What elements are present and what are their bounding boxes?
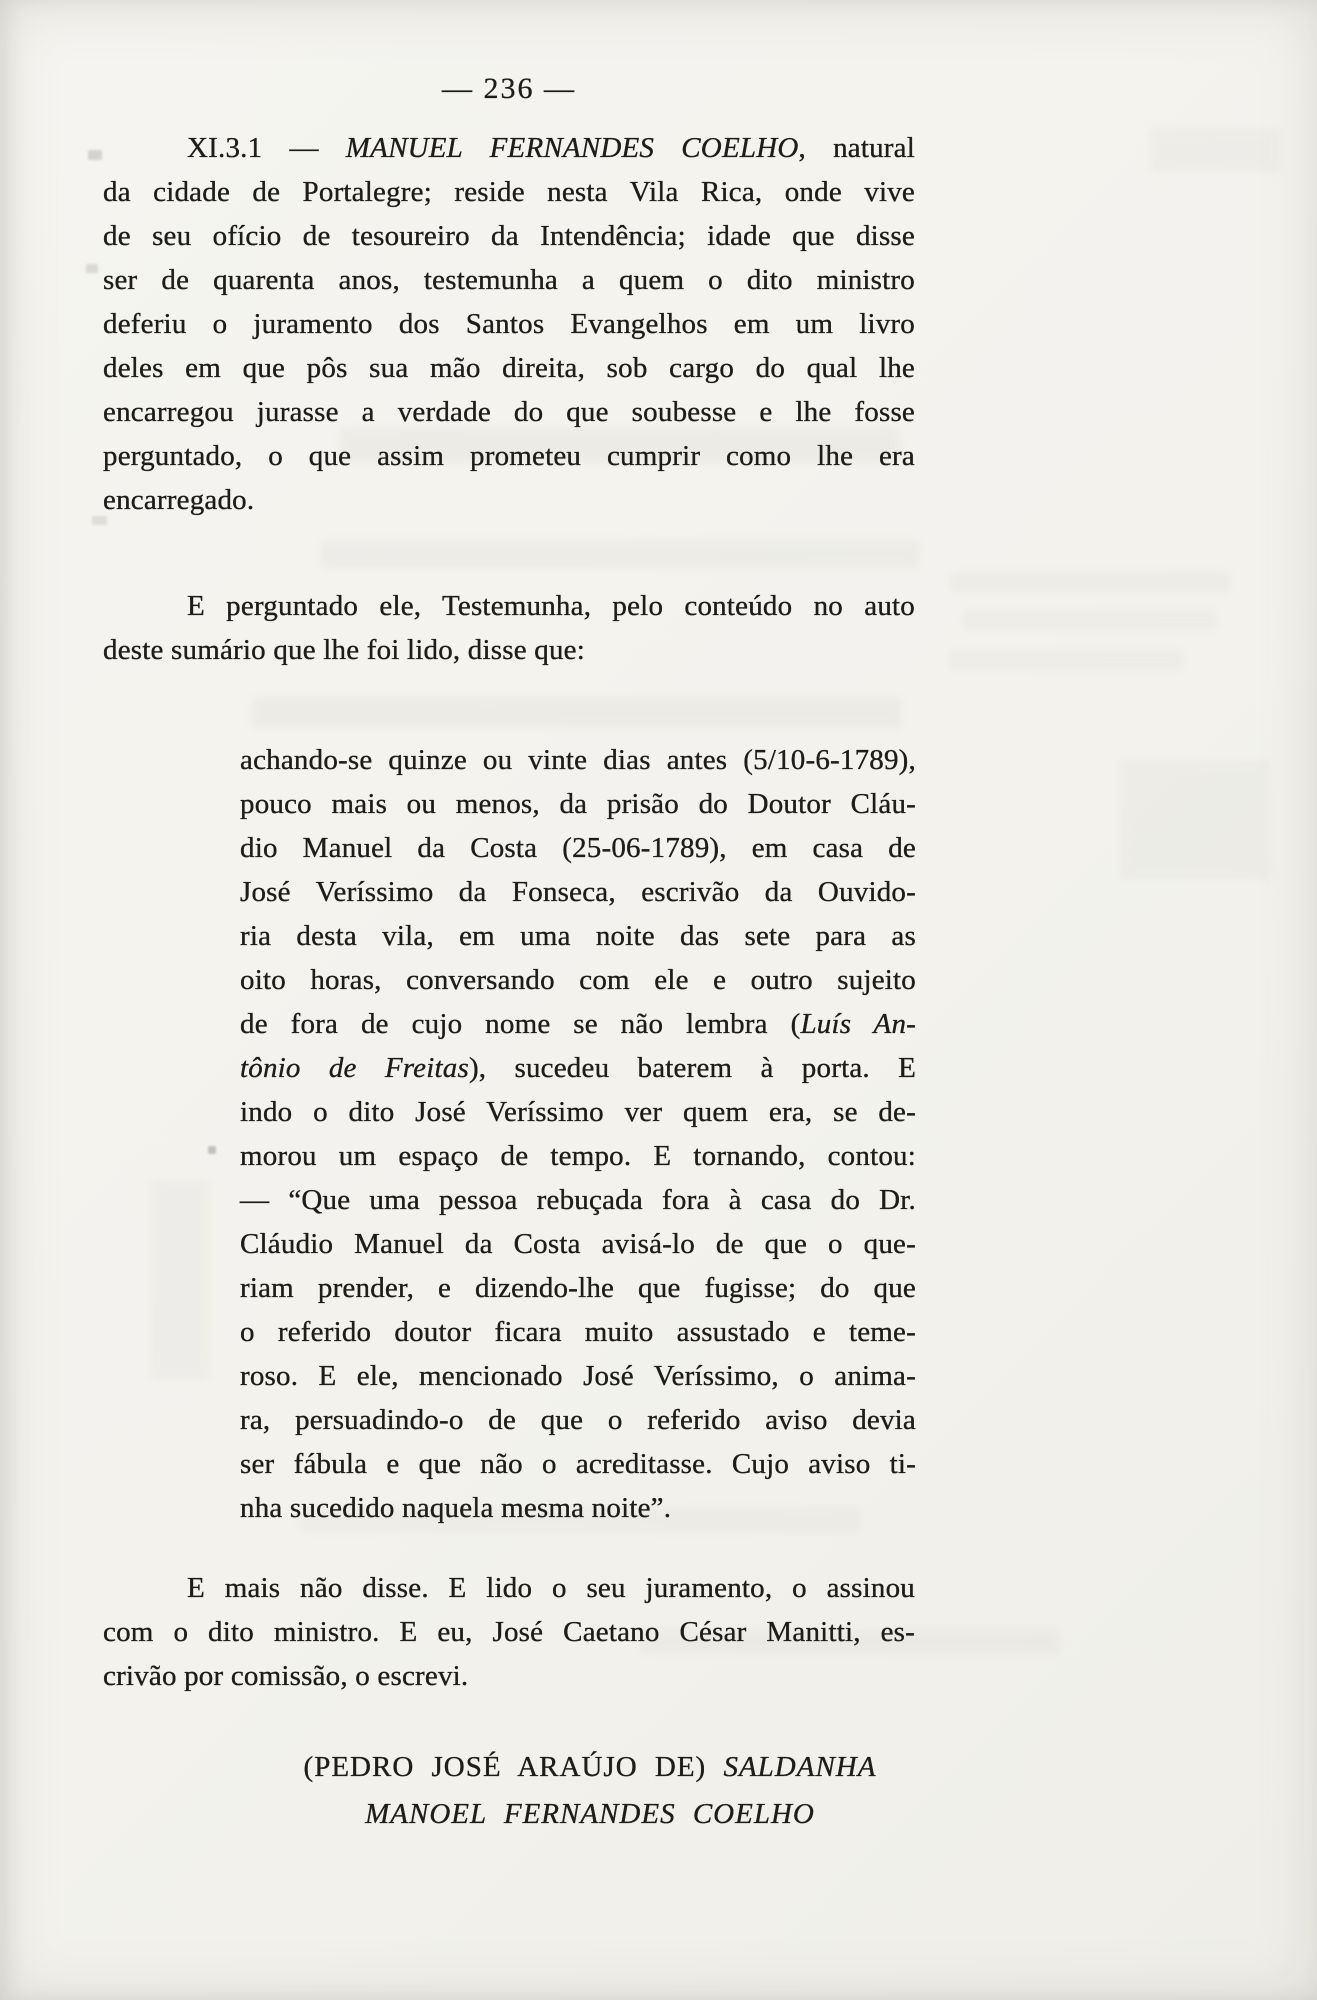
- body-text: morou um espaço de tempo. E tornando, contou:: [240, 1140, 916, 1172]
- text-line: [103, 346, 915, 390]
- body-text: XI.3.1 —: [187, 132, 346, 164]
- showthrough-artifact: [1120, 760, 1270, 880]
- showthrough-artifact: [950, 572, 1230, 592]
- text-line: [240, 870, 916, 914]
- body-text: crivão por comissão, o escrevi.: [103, 1660, 469, 1692]
- text-line: [240, 1486, 916, 1530]
- body-text: encarregado.: [103, 484, 255, 516]
- italic-text: Luís An-: [800, 1008, 917, 1040]
- text-line: [250, 1744, 930, 1791]
- body-text: pouco mais ou menos, da prisão do Doutor Cláu-: [240, 788, 916, 820]
- scan-speck: [88, 150, 102, 160]
- page-number: — 236 —: [442, 72, 576, 105]
- body-text: deste sumário que lhe foi lido, disse que:: [103, 634, 585, 666]
- body-text: ), sucedeu baterem à porta. E: [468, 1052, 916, 1084]
- body-text: E mais não disse. E lido o seu juramento, o assinou: [187, 1572, 915, 1604]
- body-text: oito horas, conversando com ele e outro sujeito: [240, 964, 916, 996]
- text-line: [240, 1354, 916, 1398]
- body-text: E perguntado ele, Testemunha, pelo conteúdo no auto: [187, 590, 915, 622]
- body-text: ser fábula e que não o acreditasse. Cujo aviso ti-: [240, 1448, 916, 1480]
- text-line: [240, 1398, 916, 1442]
- body-text: ra, persuadindo-o de que o referido aviso devia: [240, 1404, 916, 1436]
- text-line: [103, 390, 915, 434]
- text-line: [240, 826, 916, 870]
- text-line: [240, 1310, 916, 1354]
- text-line: [103, 214, 915, 258]
- paragraph-p1: [103, 126, 915, 522]
- text-line: [240, 958, 916, 1002]
- text-line: [103, 478, 915, 522]
- italic-text: MANOEL FERNANDES COELHO: [365, 1798, 815, 1830]
- text-line: [240, 782, 916, 826]
- text-line: [103, 1566, 915, 1610]
- body-text: nha sucedido naquela mesma noite”.: [240, 1492, 672, 1524]
- body-text: o referido doutor ficara muito assustado e teme-: [240, 1316, 916, 1348]
- text-line: [240, 1090, 916, 1134]
- italic-text: SALDANHA: [723, 1751, 877, 1783]
- body-text: dio Manuel da Costa (25-06-1789), em casa de: [240, 832, 916, 864]
- body-text: — “Que uma pessoa rebuçada fora à casa do Dr.: [240, 1184, 916, 1216]
- scan-speck: [208, 1146, 216, 1154]
- showthrough-artifact: [150, 1180, 210, 1380]
- body-text: da cidade de Portalegre; reside nesta Vila Rica, onde vive: [103, 176, 915, 208]
- showthrough-artifact: [962, 610, 1217, 630]
- body-text: deles em que pôs sua mão direita, sob cargo do qual lhe: [103, 352, 915, 384]
- text-line: [240, 738, 916, 782]
- body-text: (PEDRO JOSÉ ARAÚJO DE): [303, 1751, 724, 1783]
- body-text: perguntado, o que assim prometeu cumprir como lhe era: [103, 440, 915, 472]
- text-line: [103, 1610, 915, 1654]
- body-text: de seu ofício de tesoureiro da Intendência; idade que disse: [103, 220, 915, 252]
- text-line: [240, 1266, 916, 1310]
- text-line: [240, 1222, 916, 1266]
- body-text: ria desta vila, em uma noite das sete para as: [240, 920, 916, 952]
- text-line: [103, 126, 915, 170]
- text-line: [103, 1654, 915, 1698]
- italic-text: tônio de Freitas: [240, 1052, 469, 1084]
- italic-text: MANUEL FERNANDES COELHO: [345, 132, 799, 164]
- text-line: [240, 1442, 916, 1486]
- body-text: José Veríssimo da Fonseca, escrivão da Ouvido-: [240, 876, 916, 908]
- body-text: riam prender, e dizendo-lhe que fugisse; do que: [240, 1272, 916, 1304]
- body-text: roso. E ele, mencionado José Veríssimo, o anima-: [240, 1360, 916, 1392]
- signature-block: [250, 1744, 930, 1838]
- showthrough-artifact: [1150, 128, 1280, 172]
- body-text: , natural: [798, 132, 915, 164]
- text-line: [103, 584, 915, 628]
- scan-speck: [86, 264, 98, 273]
- body-text: Cláudio Manuel da Costa avisá-lo de que o que-: [240, 1228, 916, 1260]
- body-text: ser de quarenta anos, testemunha a quem o dito ministro: [103, 264, 915, 296]
- showthrough-artifact: [252, 698, 902, 728]
- showthrough-artifact: [320, 540, 920, 568]
- paragraph-p3: [103, 1566, 915, 1698]
- body-text: de fora de cujo nome se não lembra (: [240, 1008, 801, 1040]
- text-line: [103, 302, 915, 346]
- body-text: indo o dito José Veríssimo ver quem era, se de-: [240, 1096, 916, 1128]
- showthrough-artifact: [948, 650, 1183, 670]
- text-line: [240, 1002, 916, 1046]
- body-text: com o dito ministro. E eu, José Caetano César Manitti, es-: [103, 1616, 915, 1648]
- text-line: [103, 628, 915, 672]
- text-line: [240, 1134, 916, 1178]
- deposition-blockquote: [240, 738, 916, 1530]
- text-line: [103, 434, 915, 478]
- paragraph-p2: [103, 584, 915, 672]
- text-line: [240, 1046, 916, 1090]
- body-text: deferiu o juramento dos Santos Evangelhos em um livro: [103, 308, 915, 340]
- text-line: [240, 914, 916, 958]
- text-line: [103, 170, 915, 214]
- text-line: [250, 1791, 930, 1838]
- text-line: [103, 258, 915, 302]
- text-line: [240, 1178, 916, 1222]
- body-text: achando-se quinze ou vinte dias antes (5/10-6-1789),: [240, 744, 916, 776]
- body-text: encarregou jurasse a verdade do que soubesse e lhe fosse: [103, 396, 915, 428]
